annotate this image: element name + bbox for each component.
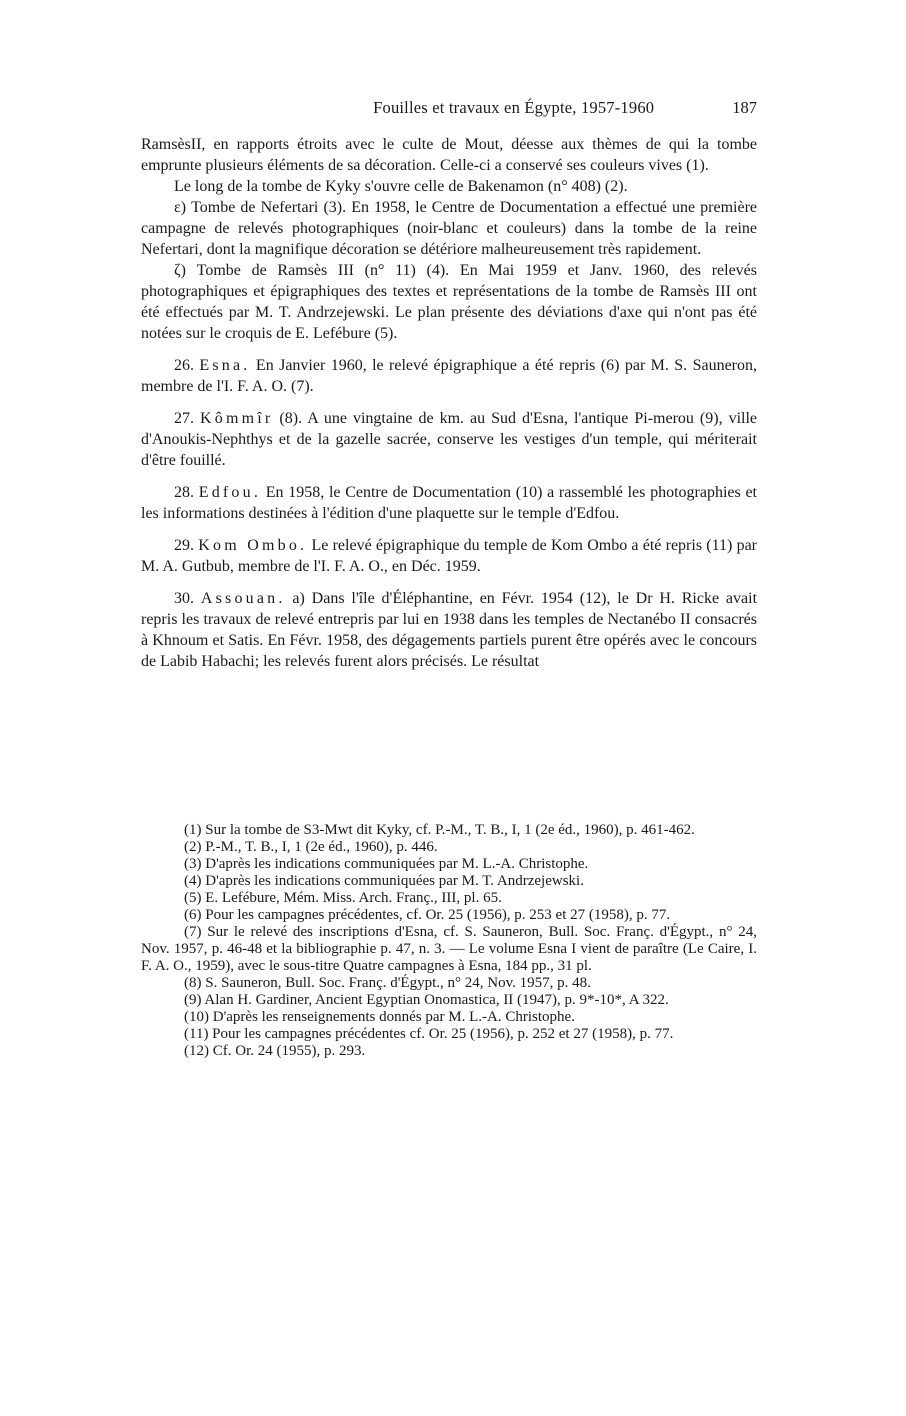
section-heading: Assouan.: [200, 590, 286, 607]
section-heading: Edfou.: [198, 484, 262, 501]
paragraph: RamsèsII, en rapports étroits avec le culte de Mout, déesse aux thèmes de qui la tombe emprunte plusieurs éléments de sa décoration. Celle-ci a conservé ses couleurs vives (1).: [141, 136, 757, 174]
footnote: (3) D'après les indications communiquées par M. L.-A. Christophe.: [184, 856, 589, 872]
footnote: (8) S. Sauneron, Bull. Soc. Franç. d'Égypt., n° 24, Nov. 1957, p. 48.: [184, 975, 591, 991]
section-heading: Kômmîr: [200, 410, 274, 427]
footnote: (5) E. Lefébure, Mém. Miss. Arch. Franç., III, pl. 65.: [184, 890, 502, 906]
footnote: (11) Pour les campagnes précédentes cf. Or. 25 (1956), p. 252 et 27 (1958), p. 77.: [184, 1026, 674, 1042]
body-text: [141, 134, 757, 672]
section-text: En 1958, le Centre de Documentation (10) a rassemblé les photographies et les informations destinées à l'édition d'une plaquette sur le temple d'Edfou.: [141, 484, 758, 522]
footnote: (6) Pour les campagnes précédentes, cf. Or. 25 (1956), p. 253 et 27 (1958), p. 77.: [184, 907, 671, 923]
paragraph: Le long de la tombe de Kyky s'ouvre celle de Bakenamon (n° 408) (2).: [174, 178, 628, 195]
section-number: 26.: [174, 357, 194, 374]
section-kommir: [141, 408, 757, 471]
section-heading: Kom Ombo.: [198, 537, 308, 554]
footnote: (1) Sur la tombe de S3-Mwt dit Kyky, cf. P.-M., T. B., I, 1 (2e éd., 1960), p. 461-462.: [184, 822, 695, 838]
section-heading: Esna.: [199, 357, 251, 374]
section-assouan: [141, 588, 757, 672]
section-text: Le relevé épigraphique du temple de Kom Ombo a été repris (11) par M. A. Gutbub, membre de l'I. F. A. O., en Déc. 1959.: [141, 537, 758, 575]
section-number: 30.: [174, 590, 194, 607]
section-text: (8). A une vingtaine de km. au Sud d'Esna, l'antique Pi-merou (9), ville d'Anoukis-Nephthys et de la gazelle sacrée, conserve les vestiges d'un temple, qui mériterait d'être fouillé.: [141, 410, 758, 469]
footnote: (9) Alan H. Gardiner, Ancient Egyptian Onomastica, II (1947), p. 9*-10*, A 322.: [184, 992, 669, 1008]
section-number: 29.: [174, 537, 194, 554]
section-text: En Janvier 1960, le relevé épigraphique a été repris (6) par M. S. Sauneron, membre de l'I. F. A. O. (7).: [141, 357, 758, 395]
footnote: (2) P.-M., T. B., I, 1 (2e éd., 1960), p. 446.: [184, 839, 438, 855]
footnote: (12) Cf. Or. 24 (1955), p. 293.: [184, 1043, 366, 1059]
paragraph: ε) Tombe de Nefertari (3). En 1958, le Centre de Documentation a effectué une première campagne de relevés photographiques (noir-blanc et couleurs) dans la tombe de la reine Nefertari, dont la magnifique décoration se détériore malheureusement très rapidement.: [141, 199, 757, 258]
footnote: (10) D'après les renseignements donnés par M. L.-A. Christophe.: [184, 1009, 575, 1025]
page-number: 187: [732, 98, 757, 117]
section-esna: [141, 355, 757, 397]
running-header: [141, 98, 757, 128]
section-number: 27.: [174, 410, 194, 427]
section-edfou: [141, 482, 757, 524]
section-number: 28.: [174, 484, 194, 501]
footnote: (4) D'après les indications communiquées par M. T. Andrzejewski.: [184, 873, 584, 889]
running-title: Fouilles et travaux en Égypte, 1957-1960: [373, 98, 655, 117]
section-text: a) Dans l'île d'Éléphantine, en Févr. 1954 (12), le Dr H. Ricke avait repris les travaux de relevé entrepris par lui en 1938 dans les temples de Nectanébo II consacrés à Khnoum et Satis. En Févr. 1958, des dégagements partiels purent être opérés avec le concours de Labib Habachi; les relevés furent alors précisés. Le résultat: [141, 590, 758, 670]
paragraph: ζ) Tombe de Ramsès III (n° 11) (4). En Mai 1959 et Janv. 1960, des relevés photographiques et épigraphiques des textes et représentations de la tombe de Ramsès III ont été effectués par M. T. Andrzejewski. Le plan présente des déviations d'axe qui n'ont pas été notées sur le croquis de E. Lefébure (5).: [141, 262, 757, 342]
section-kom-ombo: [141, 535, 757, 577]
footnote: (7) Sur le relevé des inscriptions d'Esna, cf. S. Sauneron, Bull. Soc. Franç. d'Égypt., n° 24, Nov. 1957, p. 46-48 et la bibliographie p. 47, n. 3. — Le volume Esna I vient de paraître (Le Caire, I. F. A. O., 1959), avec le sous-titre Quatre campagnes à Esna, 184 pp., 31 pl.: [141, 924, 757, 974]
page-content: [141, 98, 757, 672]
footnotes: [141, 822, 757, 1060]
